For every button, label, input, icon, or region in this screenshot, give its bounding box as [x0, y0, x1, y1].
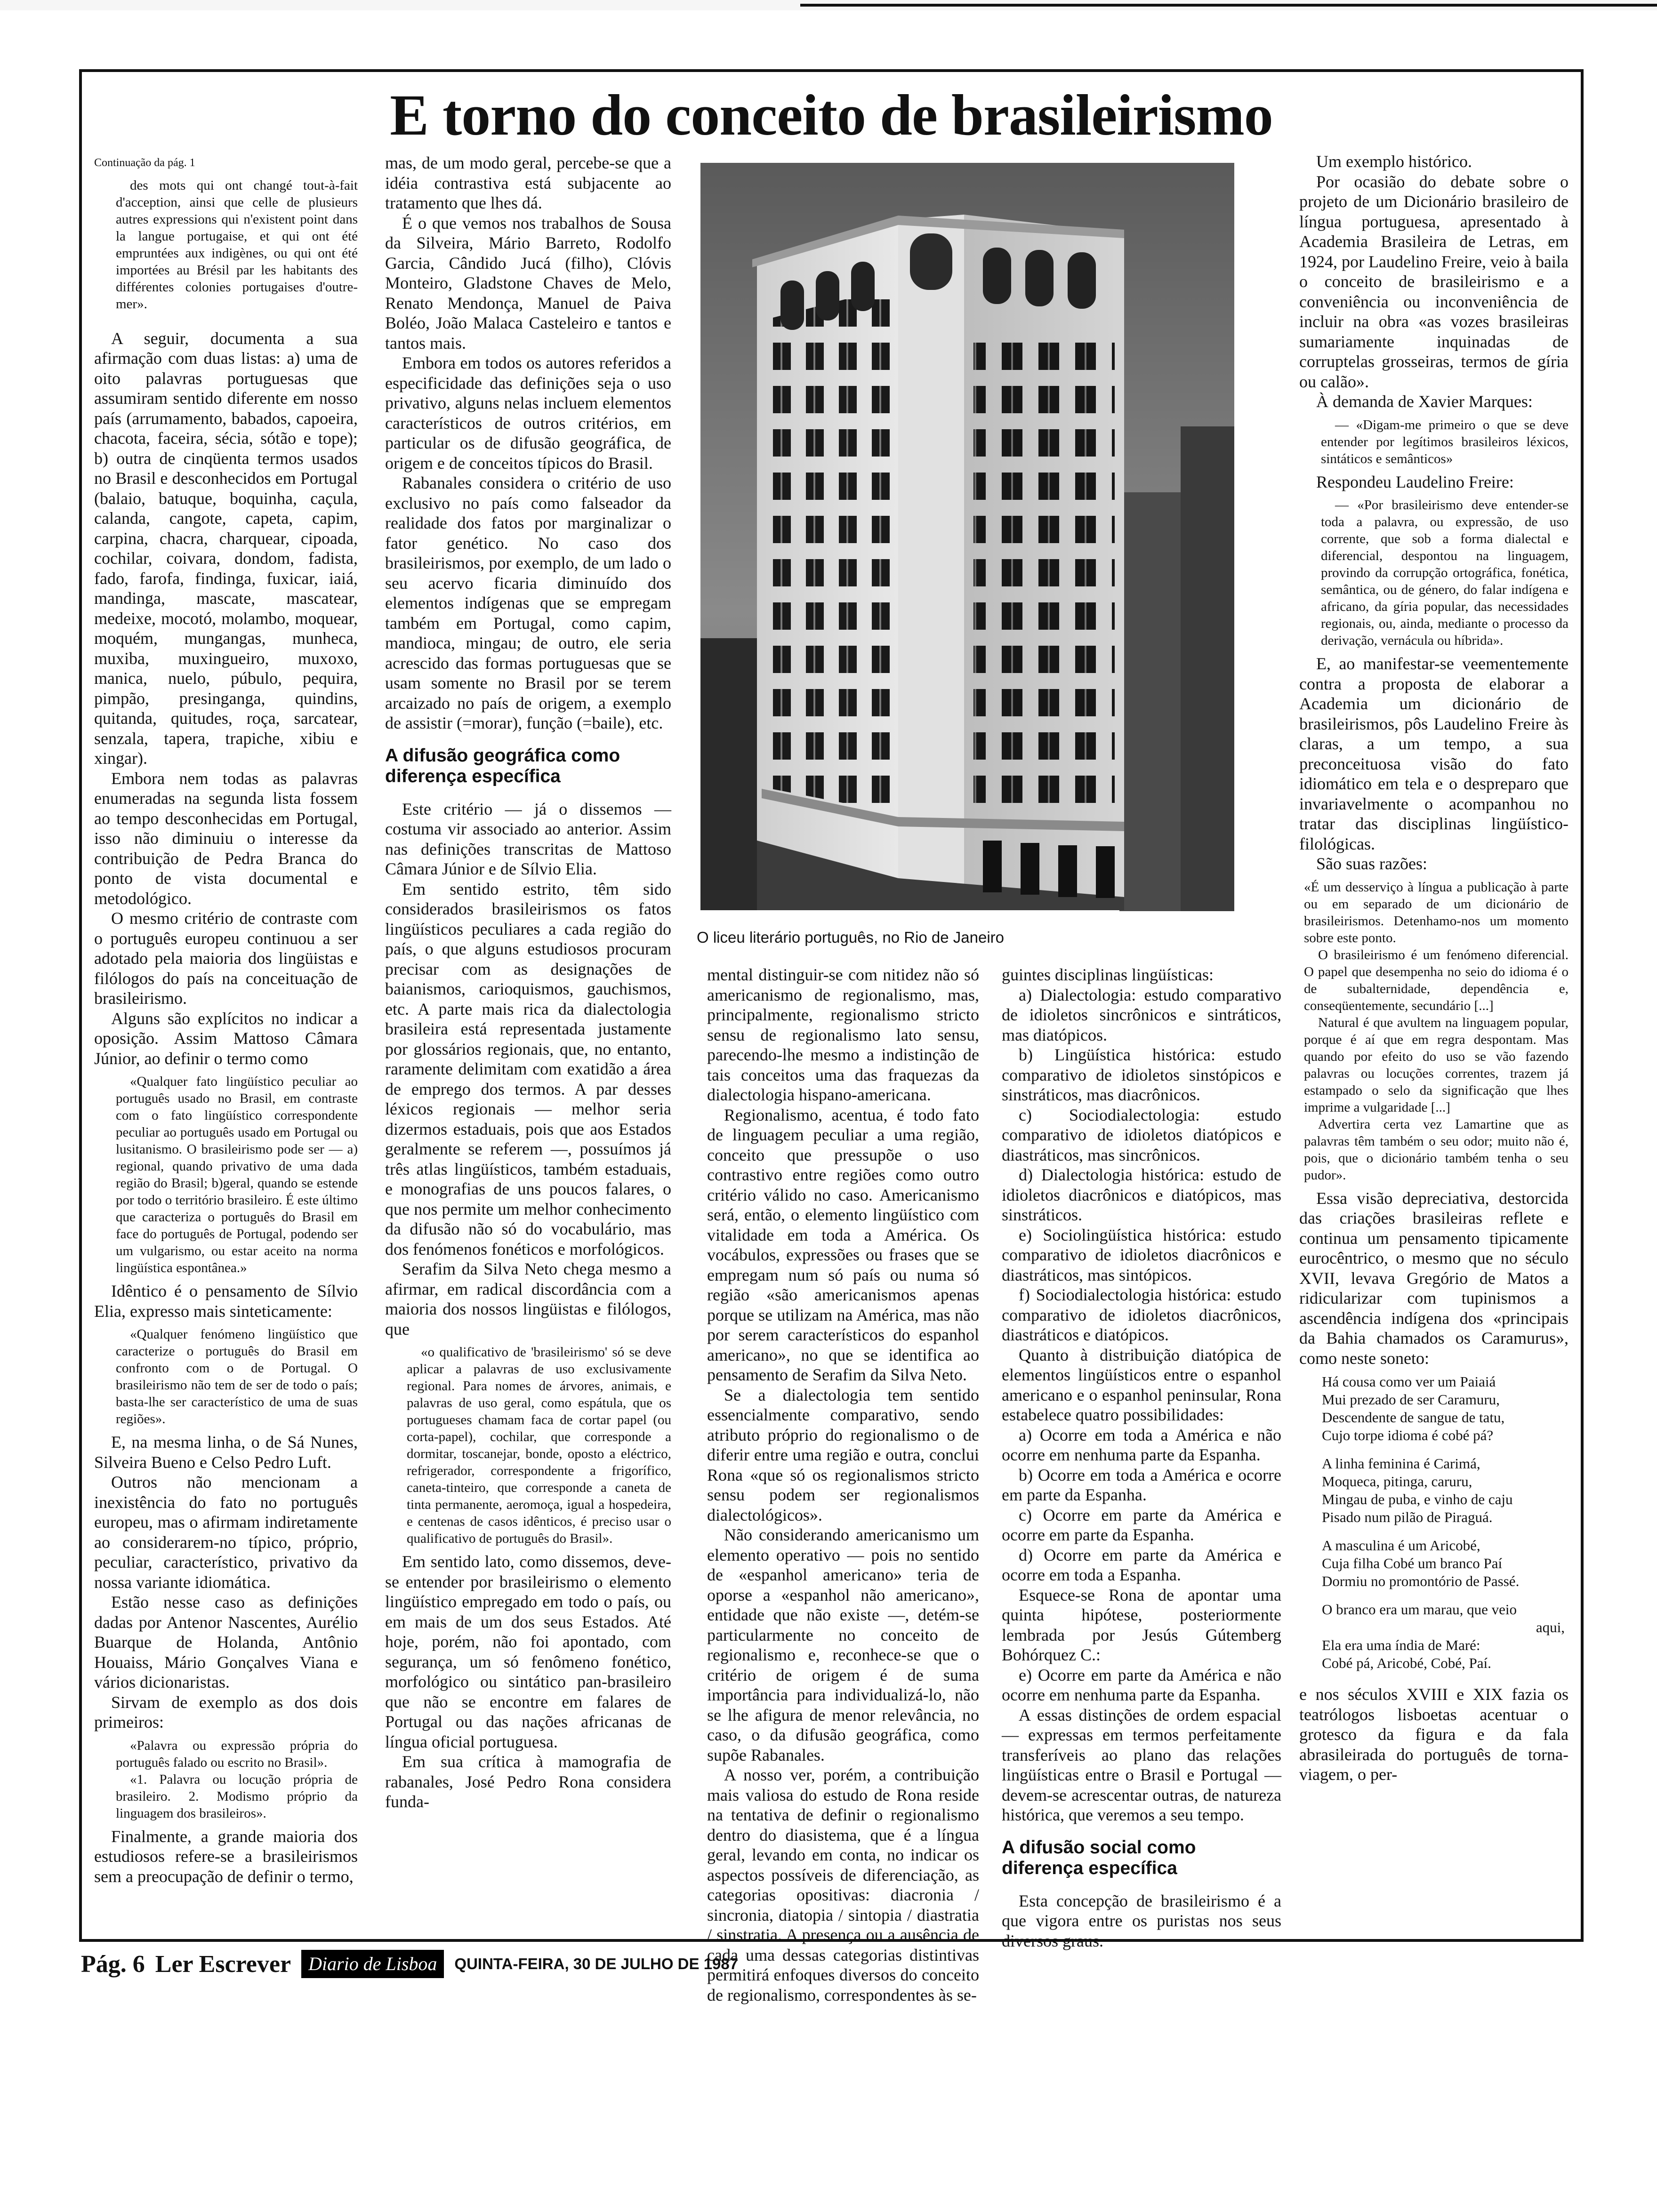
column-1	[94, 153, 358, 1927]
paragraph: Sirvam de exemplo as dos dois primeiros:	[94, 1692, 358, 1731]
top-rule	[800, 4, 1657, 7]
list-item: e) Sociolingüística histórica: estudo comparativo de idioletos diacrônicos e diastráticos, mas sintópicos.	[1002, 1225, 1281, 1284]
paragraph: Respondeu Laudelino Freire:	[1316, 472, 1514, 491]
quote-silva-neto: «o qualificativo de 'brasileirismo' só se deve aplicar a palavras de uso exclusivamente regional. Para nomes de árvores, animais, e palavras de uso geral, como espátula, que os portugueses chamam faca de cortar papel (ou corta-papel), cochilar, que corresponde a dormitar, toscanejar, bonde, oposto a eléctrico, refrigerador, correspondente a frigorífico, caneta-tinteiro, que corresponde a caneta de tinta permanente, aeromoça, igual a hospedeira, e centenas de casos idênticos, é preciso usar o qualificativo de português do Brasil».	[407, 1345, 671, 1546]
paragraph: O mesmo critério de contraste com o português europeu continuou a ser adotado pela maioria dos lingüistas e filólogos do país na conceituação de brasileirismo.	[94, 909, 358, 1008]
quote-definitions: «Palavra ou expressão própria do português falado ou escrito no Brasil». «1. Palavra ou locução própria de brasileiro. 2. Modismo próprio da linguagem dos brasileiros».	[116, 1738, 358, 1821]
paragraph: Quanto à distribuição diatópica de elementos lingüísticos entre o espanhol americano e o espanhol peninsular, Rona estabelece quatro possibilidades:	[1002, 1345, 1281, 1424]
stanza: A linha feminina é Carimá, Moqueca, pitinga, caruru, Mingau de puba, e vinho de caju Pisado num pilão de Piraguá.	[1322, 1455, 1513, 1525]
paragraph: Esta concepção de brasileirismo é a que vigora entre os puristas nos seus diversos graus.	[1002, 1891, 1281, 1950]
paragraph: Outros não mencionam a inexistência do fato no português europeu, mas o afirmam indiretamente ao considerarem-no típico, próprio, peculiar, característico, privativo da nossa variante idiomática.	[94, 1473, 358, 1592]
paragraph: Em sua crítica à mamografia de rabanales, José Pedro Rona considera funda-	[385, 1752, 671, 1811]
paragraph: Rabanales considera o critério de uso exclusivo no país como falseador da realidade dos fatos por marginalizar o fator genético. No caso dos brasileirismos, por exemplo, de um lado o seu acervo ficaria diminuído dos elementos indígenas que se empregam também em Portugal, como capim, mandioca, mingau; de outro, ele seria acrescido das formas portuguesas que se usam somente no Brasil por se terem arcaizado no país de origem, a exemplo de assistir (=morar), função (=baile), etc.	[385, 473, 671, 732]
section-name: Ler Escrever	[155, 1950, 291, 1978]
paragraph: Alguns são explícitos no indicar a oposição. Assim Mattoso Câmara Júnior, ao definir o termo como	[94, 1009, 358, 1068]
column-5	[1299, 152, 1569, 1928]
paragraph: À demanda de Xavier Marques:	[1316, 392, 1533, 411]
paragraph: Esquece-se Rona de apontar uma quinta hipótese, posteriormente lembrada por Jesús Gútemberg Bohórquez C.:	[1002, 1585, 1281, 1664]
section-heading: A difusão geográfica como diferença específica	[385, 745, 620, 786]
quote-elia: «Qualquer fenómeno lingüístico que caracterize o português do Brasil em confronto com o de Portugal. O brasileirismo não tem de ser de todo o país; basta-lhe ser característico de uma de suas regiões».	[116, 1327, 358, 1427]
paragraph: É o que vemos nos trabalhos de Sousa da Silveira, Mário Barreto, Rodolfo Garcia, Cândido Jucá (filho), Clóvis Monteiro, Gladstone Chaves de Melo, Renato Mendonça, Manuel de Paiva Boléo, João Malaca Casteleiro e tantos e tantos mais.	[385, 213, 671, 353]
headline: E torno do conceito de brasileirismo	[390, 83, 1273, 147]
paragraph: Um exemplo histórico.	[1316, 152, 1472, 171]
column-4	[1002, 965, 1281, 1950]
photo-caption: O liceu literário português, no Rio de Janeiro	[697, 929, 1005, 946]
sonnet	[1322, 1373, 1569, 1672]
paragraph: guintes disciplinas lingüísticas:	[1002, 965, 1214, 984]
column-2	[385, 153, 671, 1927]
column-3	[707, 965, 979, 2004]
list-item: a) Dialectologia: estudo comparativo de idioletos sincrônicos e sintráticos, mas diatópicos.	[1002, 985, 1281, 1044]
paragraph: Serafim da Silva Neto chega mesmo a afirmar, em radical discordância com a maioria dos nossos lingüistas e filólogos, que	[385, 1259, 671, 1338]
paragraph: e nos séculos XVIII e XIX fazia os teatrólogos lisboetas acentuar o grotesco da figura e da fala abrasileirada do português de torna-viagem, o per-	[1299, 1685, 1569, 1784]
list-item: f) Sociodialectologia histórica: estudo comparativo de idioletos diacrônicos, diastráticos e diatópicos.	[1002, 1285, 1281, 1344]
paragraph: Essa visão depreciativa, destorcida das criações brasileiras reflete e continua um pensamento tipicamente eurocêntrico, o mesmo que no século XVII, levava Gregório de Matos a ridicularizar com tupinismos a ascendência indígena dos «principais da Bahia chamados os Caramurus», como neste soneto:	[1299, 1188, 1569, 1368]
french-quote: des mots qui ont changé tout-à-fait d'acception, ainsi que celle de plusieurs autres expressions qui n'existent point dans la langue portugaise, et qui ont été empruntées aux indigènes, ou qui ont été importées au Brésil par les habitants des différentes colonies portugaises d'outre-mer».	[116, 177, 358, 312]
list-item: e) Ocorre em parte da América e não ocorre em nenhuma parte da Espanha.	[1002, 1665, 1281, 1704]
stanza: A masculina é um Aricobé, Cuja filha Cobé um branco Paí Dormiu no promontório de Passé.	[1322, 1537, 1520, 1589]
paragraph: mas, de um modo geral, percebe-se que a idéia contrastiva está subjacente ao tratamento que lhes dá.	[385, 153, 671, 212]
section-heading: A difusão social como diferença específica	[1002, 1837, 1196, 1878]
liceu-building-image	[700, 163, 1234, 910]
page-number: Pág. 6	[81, 1950, 145, 1978]
paragraph: Embora nem todas as palavras enumeradas na segunda lista fossem ao tempo desconhecidas em Portugal, isso não diminuiu o interesse da contribuição de Pedra Branca do ponto de vista documental e metodológico.	[94, 769, 358, 908]
list-item: d) Ocorre em parte da América e ocorre em toda a Espanha.	[1002, 1545, 1281, 1584]
quote-razoes: «É um desserviço à língua a publicação à parte ou em separado de um dicionário de brasileirismos. Detenhamo-nos um momento sobre este ponto. O brasileirismo é um fenómeno diferencial. O papel que desempenha no seio do idioma é o de subalternidade, dependência e, conseqüentemente, secundário [...] Natural é que avultem na linguagem popular, porque é aí que em regra despontam. Mas quando por efeito do uso se vão fazendo palavras ou locuções correntes, trazem já estampado o selo da significação que lhes imprime a vulgaridade [...] Advertira certa vez Lamartine que as palavras têm também o seu odor; muito não é, pois, que o dicionário também tenha o seu pudor».	[1304, 879, 1569, 1183]
paragraph: Por ocasião do debate sobre o projeto de um Dicionário brasileiro de língua portuguesa, apresentado à Academia Brasileira de Letras, em 1924, por Laudelino Freire, veio à baila o conceito de brasileirismo e a conveniência ou inconveniência de incluir na obra «as vozes brasileiras sumariamente inquinadas de corruptelas grosseiras, termos de gíria ou calão».	[1299, 172, 1569, 391]
paragraph: Se a dialectologia tem sentido essencialmente comparativo, sendo atributo próprio do regionalismo o de diferir entre uma região e outra, conclui Rona «que só os regionalismos stricto sensu podem ser regionalismos dialectológicos».	[707, 1385, 979, 1524]
list-item: b) Lingüística histórica: estudo comparativo de idioletos sinstópicos e sinstráticos, mas diacrônicos.	[1002, 1045, 1281, 1104]
paragraph: Em sentido lato, como dissemos, deve-se entender por brasileirismo o elemento lingüístico empregado em todo o país, ou em mais de um dos seus Estados. Até hoje, porém, não foi apontado, com segurança, um só fenômeno fonético, morfológico ou sintático pan-brasileiro que não se encontre em falares de Portugal ou das nações africanas de língua oficial portuguesa.	[385, 1552, 671, 1751]
list-item: a) Ocorre em toda a América e não ocorre em nenhuma parte da Espanha.	[1002, 1425, 1281, 1464]
paragraph: E, ao manifestar-se veementemente contra a proposta de elaborar a Academia um dicionário de brasileirismos, pôs Laudelino Freire às claras, a um tempo, a sua preconceituosa visão do fato idiomático em tela e o despreparo que invariavelmente o acompanhou no tratar das disciplinas lingüístico-filológicas.	[1299, 654, 1569, 853]
quote-mattoso: «Qualquer fato lingüístico peculiar ao português usado no Brasil, em contraste com o fato lingüístico correspondente peculiar ao português usado em Portugal ou lusitanismo. O brasileirismo pode ser — a) regional, quando privativo de uma dada região do Brasil; b)geral, quando se estende por todo o território brasileiro. É este último que caracteriza o português do Brasil em face do português de Portugal, podendo ser um vulgarismo, ou estar aceito na norma lingüística espontânea.»	[116, 1074, 358, 1275]
quote-xavier-marques: — «Digam-me primeiro o que se deve entender por legítimos brasileiros léxicos, sintáticos e semânticos»	[1321, 417, 1569, 466]
paragraph: E, na mesma linha, o de Sá Nunes, Silveira Bueno e Celso Pedro Luft.	[94, 1433, 358, 1472]
list-item: c) Ocorre em parte da América e ocorre em parte da Espanha.	[1002, 1505, 1281, 1544]
paragraph: A nosso ver, porém, a contribuição mais valiosa do estudo de Rona reside na tentativa de definir o regionalismo dentro do diasistema, que é a língua geral, levando em conta, no indicar os aspectos possíveis de diferenciação, as categorias opositivas: diacronia / sincronia, diatopia / sintopia / diastratia / sinstratia. A presença ou a ausência de cada uma dessas categorias distintivas permitirá enfoques diversos do conceito de regionalismo, correspondentes às se-	[707, 1765, 979, 2004]
list-item: c) Sociodialectologia: estudo comparativo de idioletos diatópicos e diastráticos, mas sincrônicos.	[1002, 1105, 1281, 1164]
stanza: Há cousa como ver um Paiaiá Mui prezado de ser Caramuru, Descendente de sangue de tatu, Cujo torpe idioma é cobé pá?	[1322, 1373, 1505, 1443]
quote-laudelino: — «Por brasileirismo deve entender-se toda a palavra, ou expressão, de uso corrente, que sob a forma dialectal e diferencial, despontou na linguagem, provindo da corrupção ortográfica, fonética, semântica, ou de género, do falar indígena e africano, da gíria popular, das necessidades regionais, ou, ainda, mediante o processo da derivação, vernácula ou híbrida».	[1321, 497, 1569, 648]
stanza: O branco era um marau, que veio aqui, Ela era uma índia de Maré: Cobé pá, Aricobé, Cobé, Paí.	[1322, 1601, 1565, 1671]
list-item: b) Ocorre em toda a América e ocorre em parte da Espanha.	[1002, 1465, 1281, 1504]
building-photo	[700, 163, 1234, 910]
paragraph: Em sentido estrito, têm sido considerados brasileirismos os fatos lingüísticos peculiares a cada região do país, o que alguns estudiosos procuram precisar com as designações de baianismos, carioquismos, gauchismos, etc. A parte mais rica da dialectologia brasileira está representada justamente por glossários regionais, que, no entanto, raramente delimitam com exatidão a área de emprego dos termos. A par desses léxicos regionais — melhor seria dizermos estaduais, pois que aos Estados geralmente se referem —, possuímos já três atlas lingüísticos, também estaduais, e monografias de uns poucos falares, o que nos permite um melhor conhecimento da difusão não só do vocabulário, mas dos fenómenos fonéticos e morfológicos.	[385, 879, 671, 1258]
paragraph: A essas distinções de ordem espacial — expressas em termos perfeitamente transferíveis ao plano das relações lingüísticas entre o Brasil e Portugal — devem-se acrescentar outras, de natureza histórica, que veremos a seu tempo.	[1002, 1705, 1281, 1824]
paragraph: Estão nesse caso as definições dadas por Antenor Nascentes, Aurélio Buarque de Holanda, Antônio Houaiss, Mário Gonçalves Viana e vários dicionaristas.	[94, 1593, 358, 1691]
paragraph: Embora em todos os autores referidos a especificidade das definições seja o uso privativo, alguns nelas incluem elementos característicos de outros critérios, em particular os de difusão geográfica, de origem e de conceitos típicos do Brasil.	[385, 353, 671, 473]
paragraph: A seguir, documenta a sua afirmação com duas listas: a) uma de oito palavras portuguesas que assumiram sentido diferente em nosso país (arrumamento, babados, capoeira, chacota, faceira, sécia, sótão e tope); b) outra de cinqüenta termos usados no Brasil e desconhecidos em Portugal (balaio, batuque, boquinha, caçula, calanda, cangote, capeta, capim, carpina, chacra, charquear, cipoada, cochilar, coivara, dondom, fadista, fado, farofa, findinga, fuxicar, iaiá, mandinga, mascate, mascatear, medeixe, mocotó, molambo, moquear, moquém, mungangas, munheca, muxiba, muxingueiro, muxoxo, manica, nuelo, púbulo, pequira, pimpão, presinganga, quindins, quitanda, quitudes, roça, sarcatear, senzala, tapera, trapiche, xibiu e xingar).	[94, 329, 358, 768]
paragraph: Não considerando americanismo um elemento operativo — pois no sentido de «espanhol americano» teria de oporse a «espanhol não americano», entidade que não existe —, detém-se particularmente no conceito de regionalismo e, reconhece-se que o critério de origem é de suma importância para individualizá-lo, não se lhe afigura de menor relevância, no caso, o da difusão geográfica, como supõe Rabanales.	[707, 1525, 979, 1764]
newspaper-masthead: Diario de Lisboa	[301, 1950, 444, 1978]
page-footer	[81, 1948, 881, 1980]
continuation-note: Continuação da pág. 1	[94, 157, 195, 169]
paragraph: Finalmente, a grande maioria dos estudiosos refere-se a brasileirismos sem a preocupação de definir o termo,	[94, 1827, 358, 1886]
paragraph: Este critério — já o dissemos — costuma vir associado ao anterior. Assim nas definições transcritas de Mattoso Câmara Júnior e de Sílvio Elia.	[385, 799, 671, 878]
list-item: d) Dialectologia histórica: estudo de idioletos diacrônicos e diatópicos, mas sinstráticos.	[1002, 1165, 1281, 1224]
paragraph: Idêntico é o pensamento de Sílvio Elia, expresso mais sinteticamente:	[94, 1282, 358, 1321]
paragraph: São suas razões:	[1316, 854, 1427, 873]
paragraph: Regionalismo, acentua, é todo fato de linguagem peculiar a uma região, conceito que pressupõe o uso contrastivo entre regiões como outro critério válido no caso. Americanismo será, então, o elemento lingüístico com vitalidade em toda a América. Os vocábulos, expressões ou frases que se empregam num só país ou numa só região «são americanismos apenas porque se utilizam na América, mas não por serem característicos do espanhol americano», no que se identifica ao pensamento de Serafim da Silva Neto.	[707, 1105, 979, 1384]
issue-date: QUINTA-FEIRA, 30 DE JULHO DE 1987	[454, 1955, 739, 1972]
paragraph: mental distinguir-se com nitidez não só americanismo de regionalismo, mas, principalmente, regionalismo stricto sensu de regionalismo lato sensu, parecendo-lhe mesmo a indistinção de tais conceitos uma das fraquezas da dialectologia hispano-americana.	[707, 965, 979, 1104]
